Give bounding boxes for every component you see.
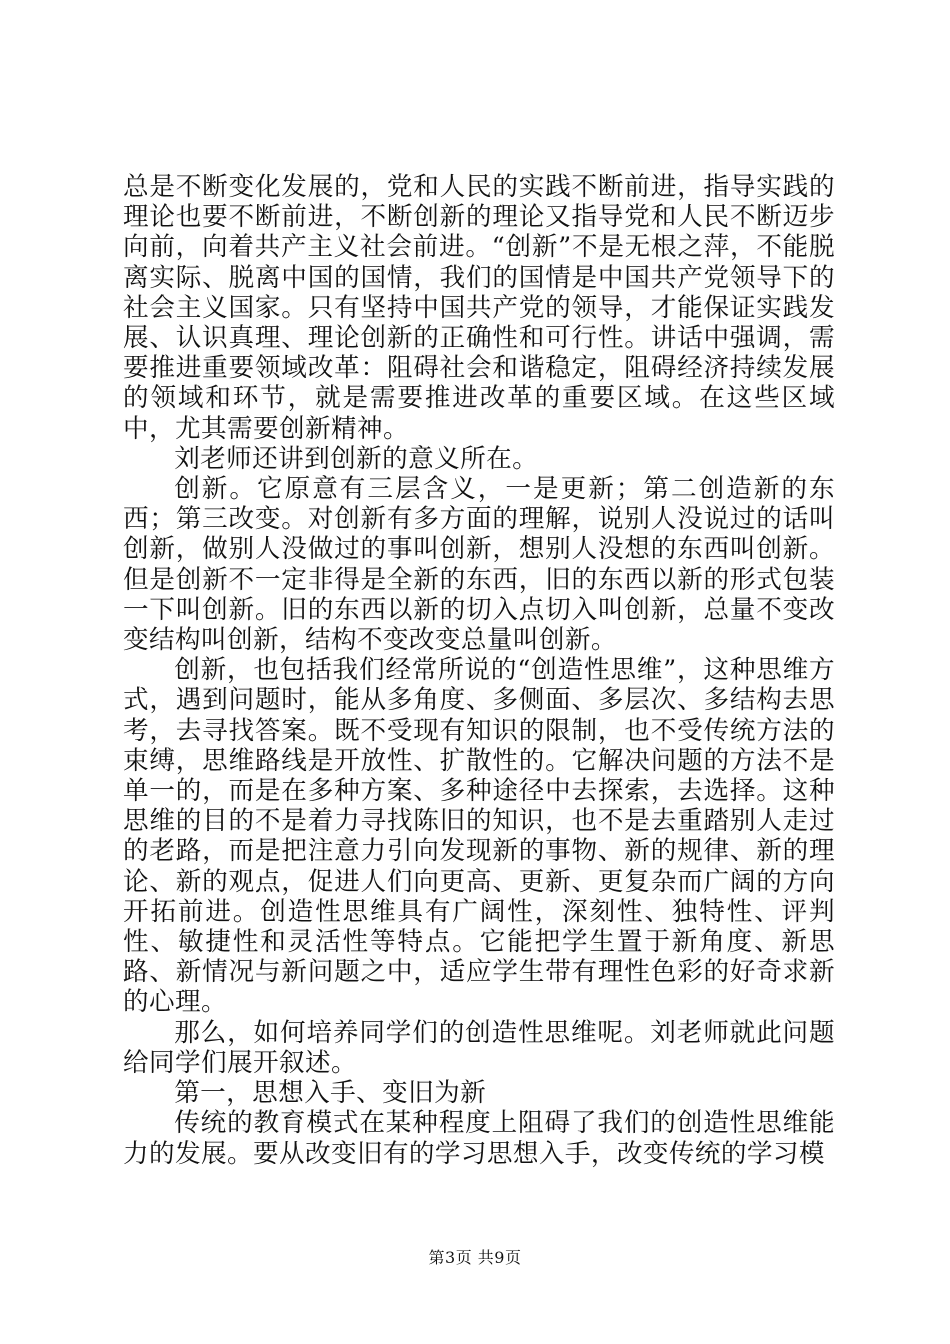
paragraph: 那么，如何培养同学们的创造性思维呢。刘老师就此问题给同学们展开叙述。: [123, 1017, 835, 1078]
page-number: 第3页: [428, 1248, 473, 1267]
document-body: [123, 172, 835, 1169]
paragraph: 创新。它原意有三层含义，一是更新；第二创造新的东西；第三改变。对创新有多方面的理解，说别人没说过的话叫创新，做别人没做过的事叫创新，想别人没想的东西叫创新。但是创新不一定非得是全新的东西，旧的东西以新的形式包装一下叫创新。旧的东西以新的切入点切入叫创新，总量不变改变结构叫创新，结构不变改变总量叫创新。: [123, 474, 835, 656]
paragraph-continuation: 总是不断变化发展的，党和人民的实践不断前进，指导实践的理论也要不断前进，不断创新的理论又指导党和人民不断迈步向前，向着共产主义社会前进。“创新”不是无根之萍，不能脱离实际、脱离中国的国情，我们的国情是中国共产党领导下的社会主义国家。只有坚持中国共产党的领导，才能保证实践发展、认识真理、理论创新的正确性和可行性。讲话中强调，需要推进重要领域改革：阻碍社会和谐稳定，阻碍经济持续发展的领域和环节，就是需要推进改革的重要区域。在这些区域中，尤其需要创新精神。: [123, 172, 835, 444]
paragraph: 刘老师还讲到创新的意义所在。: [174, 443, 539, 474]
paragraph: 传统的教育模式在某种程度上阻碍了我们的创造性思维能力的发展。要从改变旧有的学习思想入手，改变传统的学习模: [123, 1108, 835, 1169]
page-footer: [0, 1248, 950, 1268]
paragraph: 创新，也包括我们经常所说的“创造性思维”，这种思维方式，遇到问题时，能从多角度、多侧面、多层次、多结构去思考，去寻找答案。既不受现有知识的限制，也不受传统方法的束缚，思维路线是开放性、扩散性的。它解决问题的方法不是单一的，而是在多种方案、多种途径中去探索，去选择。这种思维的目的不是着力寻找陈旧的知识，也不是去重踏别人走过的老路，而是把注意力引向发现新的事物、新的规律、新的理论、新的观点，促进人们向更高、更新、更复杂而广阔的方向开拓前进。创造性思维具有广阔性，深刻性、独特性、评判性、敏捷性和灵活性等特点。它能把学生置于新角度、新思路、新情况与新问题之中，适应学生带有理性色彩的好奇求新的心理。: [123, 655, 835, 1018]
page-total: 共9页: [477, 1248, 522, 1267]
section-heading: 第一，思想入手、变旧为新: [174, 1078, 487, 1109]
